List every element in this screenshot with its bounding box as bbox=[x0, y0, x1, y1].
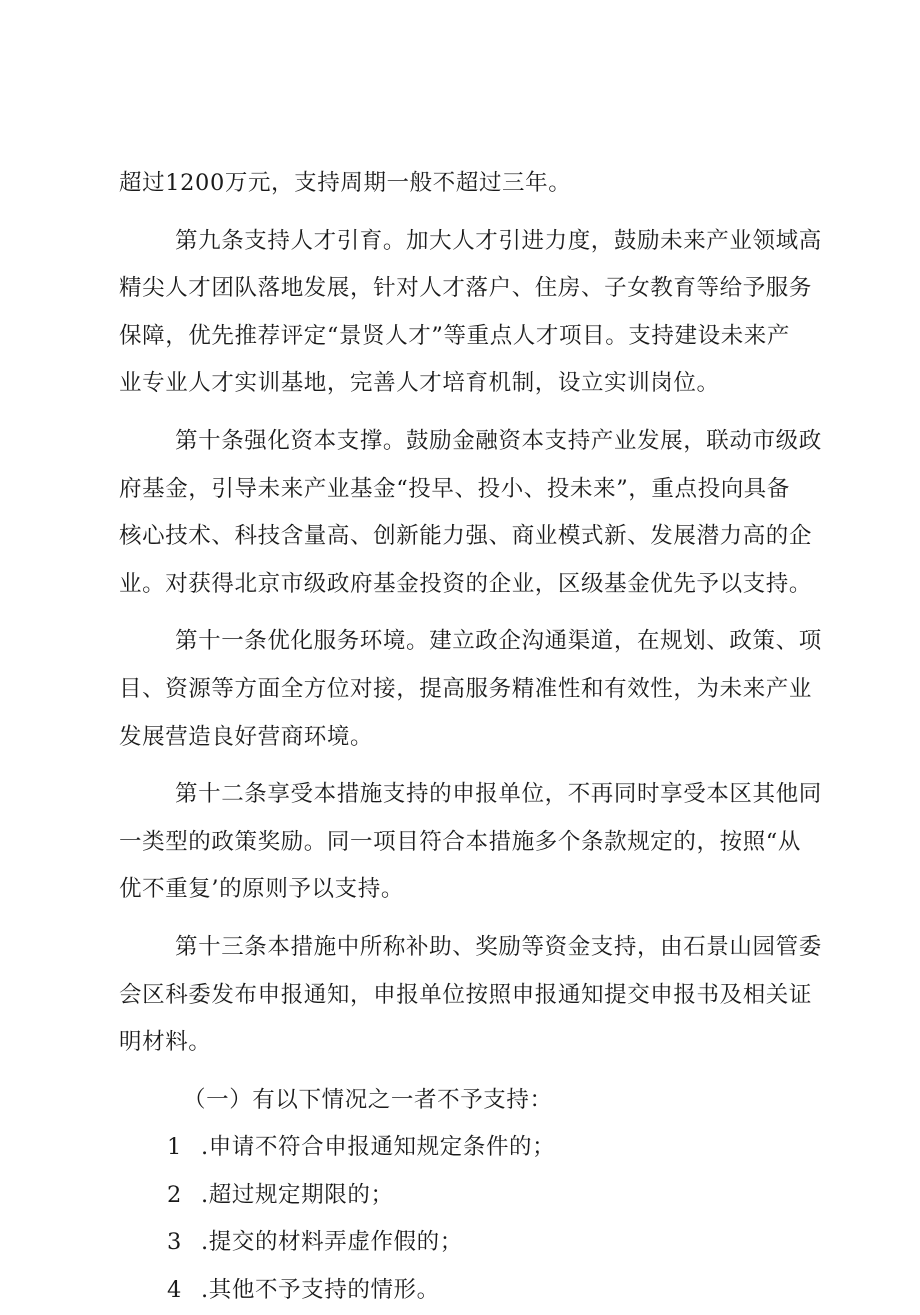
list-item-4 bbox=[119, 1267, 815, 1315]
list-item-1 bbox=[119, 1124, 815, 1172]
list-item-2-number: 2 bbox=[167, 1181, 182, 1208]
list-item-1-number: 1 bbox=[167, 1134, 182, 1161]
list-item-1-text: .申请不符合申报通知规定条件的； bbox=[201, 1134, 556, 1161]
article-9-line-2: 精尖人才团队落地发展，针对人才落户、住房、子女教育等给予服务 bbox=[119, 275, 813, 302]
article-11-line-1: 第十一条优化服务环境。建立政企沟通渠道，在规划、政策、项 bbox=[175, 628, 822, 655]
article-13-line-1: 第十三条本措施中所称补助、奖励等资金支持，由石景山园管委 bbox=[175, 933, 822, 960]
article-9-line-1: 第九条支持人才引育。加大人才引进力度，鼓励未来产业领域高 bbox=[175, 227, 822, 254]
list-item-4-text: .其他不予支持的情形。 bbox=[201, 1277, 440, 1304]
article-12-line-1: 第十二条享受本措施支持的申报单位，不再同时享受本区其他同 bbox=[175, 781, 822, 808]
article-10-line-3: 核心技术、科技含量高、创新能力强、商业模式新、发展潜力高的企 bbox=[119, 523, 813, 550]
list-item-3-number: 3 bbox=[167, 1229, 182, 1256]
subsection-heading: （一）有以下情况之一者不予支持： bbox=[183, 1086, 553, 1113]
article-12-line-3: 优不重复’的原则予以支持。 bbox=[119, 876, 404, 903]
article-10-line-2: 府基金，引导未来产业基金“投早、投小、投未来”，重点投向具备 bbox=[119, 475, 791, 502]
list-item-2 bbox=[119, 1172, 815, 1220]
article-11-line-2: 目、资源等方面全方位对接，提高服务精准性和有效性，为未来产业 bbox=[119, 675, 813, 702]
list-item-3-text: .提交的材料弄虚作假的； bbox=[201, 1229, 463, 1256]
article-13-line-3: 明材料。 bbox=[119, 1029, 212, 1056]
paragraph-continuation-line-1: 超过1200万元，支持周期一般不超过三年。 bbox=[119, 170, 572, 196]
article-9-line-4: 业专业人才实训基地，完善人才培育机制，设立实训岗位。 bbox=[119, 370, 720, 397]
article-13-line-2: 会区科委发布申报通知，申报单位按照申报通知提交申报书及相关证 bbox=[119, 981, 813, 1008]
list-item-3 bbox=[119, 1219, 815, 1267]
list-item-2-text: .超过规定期限的； bbox=[201, 1181, 394, 1208]
list-item-4-number: 4 bbox=[167, 1277, 182, 1304]
document-body bbox=[119, 160, 822, 1315]
article-10-line-1: 第十条强化资本支撑。鼓励金融资本支持产业发展，联动市级政 bbox=[175, 427, 822, 454]
article-12-line-2: 一类型的政策奖励。同一项目符合本措施多个条款规定的，按照“从 bbox=[119, 828, 802, 855]
article-11-line-3: 发展营造良好营商环境。 bbox=[119, 723, 374, 750]
article-10-line-4: 业。对获得北京市级政府基金投资的企业，区级基金优先予以支持。 bbox=[119, 570, 813, 597]
article-9-line-3: 保障，优先推荐评定“景贤人才”等重点人才项目。支持建设未来产 bbox=[119, 322, 791, 349]
